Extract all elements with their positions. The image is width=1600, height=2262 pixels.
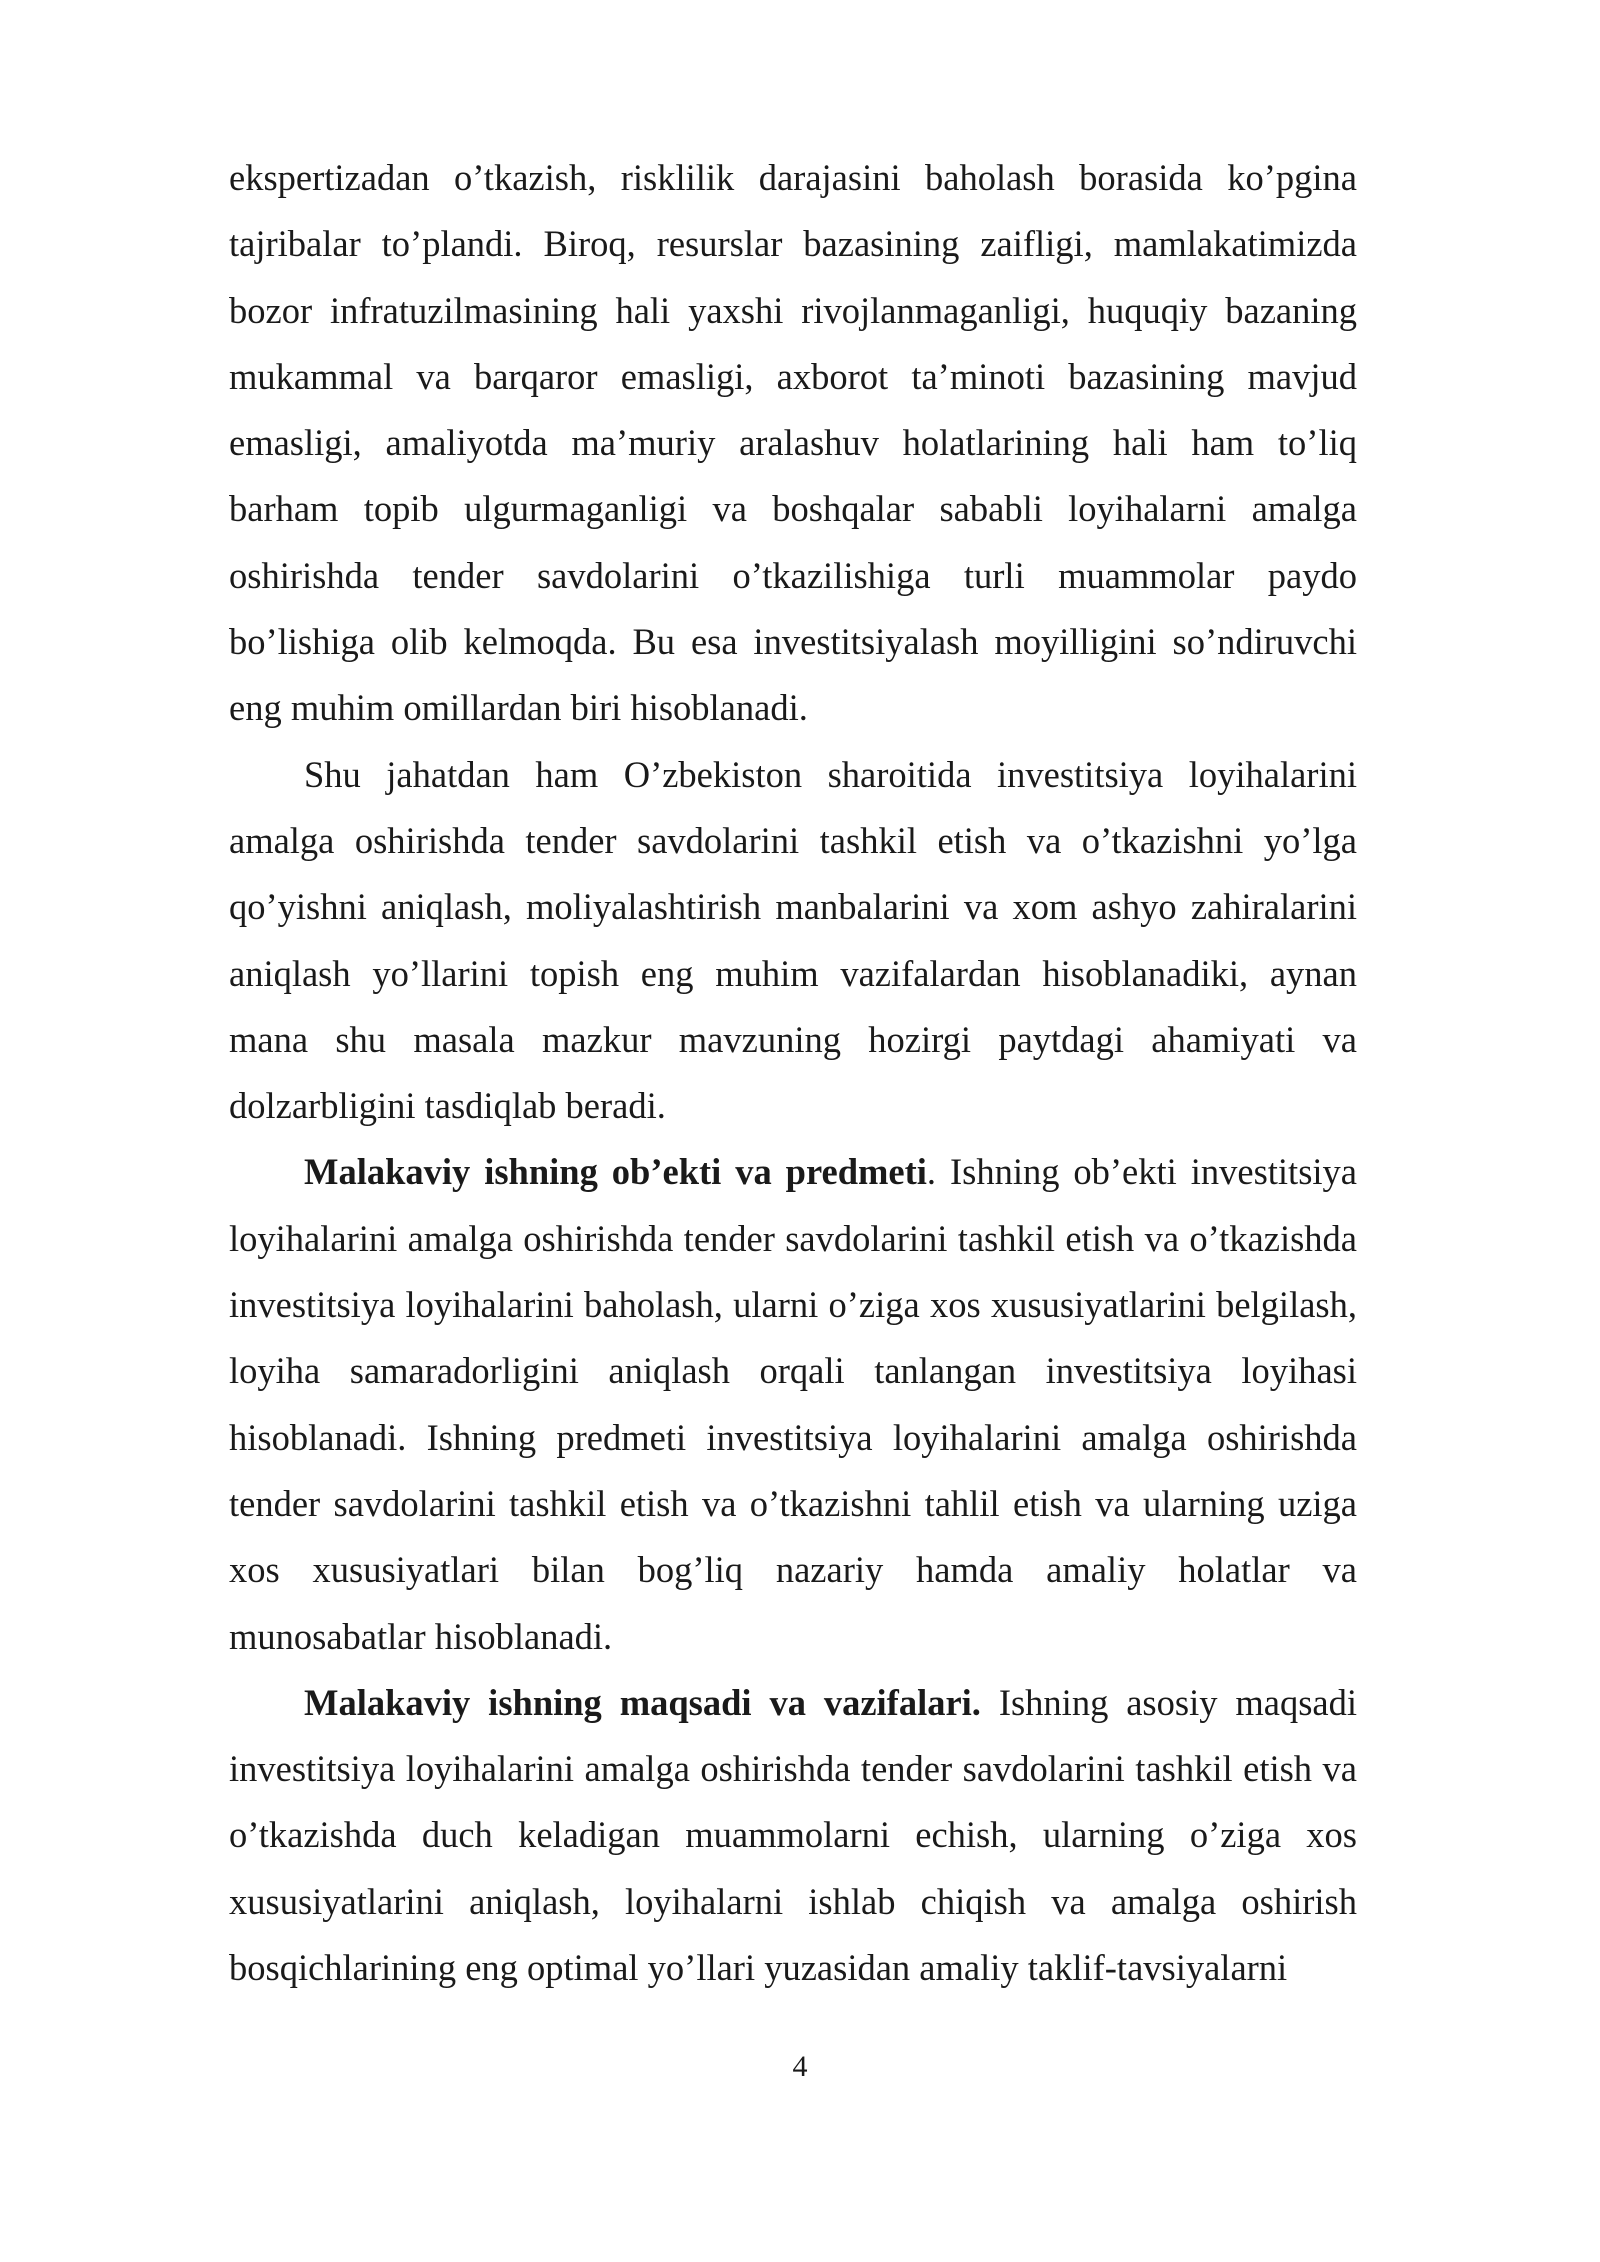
document-page bbox=[229, 145, 1357, 2001]
page-number: 4 bbox=[792, 2050, 808, 2083]
paragraph-2 bbox=[229, 742, 1357, 1140]
paragraph-4-heading: Malakaviy ishning maqsadi va vazifalari. bbox=[304, 1681, 981, 1723]
paragraph-3 bbox=[229, 1139, 1357, 1669]
paragraph-1 bbox=[229, 145, 1357, 742]
paragraph-2-text: Shu jahatdan ham O’zbekiston sharoitida investitsiya loyihalarini amalga oshirishda tender savdolarini tashkil etish va o’tkazishni yo’lga qo’yishni aniqlash, moliyalashtirish manbalarini va xom ashyo zahiralarini aniqlash yo’llarini topish eng muhim vazifalardan hisoblanadiki, aynan mana shu masala mazkur mavzuning hozirgi paytdagi ahamiyati va dolzarbligini tasdiqlab beradi. bbox=[229, 753, 1357, 1127]
paragraph-4-text: Ishning asosiy maqsadi investitsiya loyihalarini amalga oshirishda tender savdolarini tashkil etish va o’tkazishda duch keladigan muammolarni echish, ularning o’ziga xos xususiyatlarini aniqlash, loyihalarni ishlab chiqish va amalga oshirish bosqichlarining eng optimal yo’llari yuzasidan amaliy taklif-tavsiyalarni bbox=[229, 1681, 1357, 1989]
paragraph-1-text: ekspertizadan o’tkazish, risklilik darajasini baholash borasida ko’pgina tajribalar to’plandi. Biroq, resurslar bazasining zaifligi, mamlakatimizda bozor infratuzilmasining hali yaxshi rivojlanmaganligi, huquqiy bazaning mukammal va barqaror emasligi, axborot ta’minoti bazasining mavjud emasligi, amaliyotda ma’muriy aralashuv holatlarining hali ham to’liq barham topib ulgurmaganligi va boshqalar sababli loyihalarni amalga oshirishda tender savdolarini o’tkazilishiga turli muammolar paydo bo’lishiga olib kelmoqda. Bu esa investitsiyalash moyilligini so’ndiruvchi eng muhim omillardan biri hisoblanadi. bbox=[229, 157, 1357, 729]
paragraph-3-text: . Ishning ob’ekti investitsiya loyihalarini amalga oshirishda tender savdolarini tashkil etish va o’tkazishda investitsiya loyihalarini baholash, ularni o’ziga xos xususiyatlarini belgilash, loyiha samaradorligini aniqlash orqali tanlangan investitsiya loyihasi hisoblanadi. Ishning predmeti investitsiya loyihalarini amalga oshirishda tender savdolarini tashkil etish va o’tkazishni tahlil etish va ularning uziga xos xususiyatlari bilan bog’liq nazariy hamda amaliy holatlar va munosabatlar hisoblanadi. bbox=[229, 1151, 1357, 1657]
paragraph-4 bbox=[229, 1670, 1357, 2001]
paragraph-3-heading: Malakaviy ishning ob’ekti va predmeti bbox=[304, 1151, 927, 1193]
